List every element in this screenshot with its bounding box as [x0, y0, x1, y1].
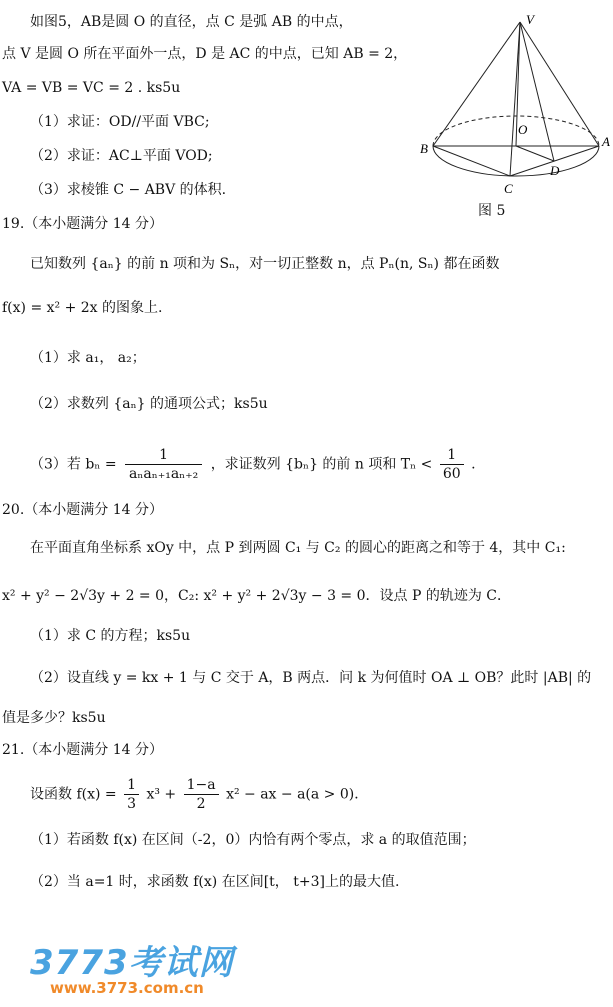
p19-q1: （1）求 a₁， a₂；	[30, 350, 146, 366]
p20-heading: 20.（本小题满分 14 分）	[2, 502, 163, 518]
p21-frac1-den: 3	[127, 796, 137, 812]
figure-caption: 图 5	[478, 203, 506, 219]
p21-heading: 21.（本小题满分 14 分）	[2, 742, 163, 758]
label-c: C	[504, 181, 513, 196]
p18-q2: （2）求证：AC⊥平面 VOD;	[30, 148, 213, 164]
p21-line1-end: x² − ax − a(a > 0)．	[226, 786, 369, 803]
p19-q3-bound-fraction	[440, 446, 464, 483]
p19-q3-mid: ，求证数列 {bₙ} 的前 n 项和 Tₙ <	[210, 456, 433, 473]
p18-q3: （3）求棱锥 C − ABV 的体积.	[30, 182, 227, 198]
p21-frac1-num: 1	[124, 776, 139, 795]
edge-vd	[520, 22, 554, 161]
p19-q3-end: .	[471, 456, 476, 473]
edge-vb	[433, 22, 520, 146]
p20-q1: （1）求 C 的方程；ks5u	[30, 628, 191, 644]
p19-heading: 19.（本小题满分 14 分）	[2, 216, 163, 232]
p19-line1: 已知数列 {aₙ} 的前 n 项和为 Sₙ，对一切正整数 n，点 Pₙ(n, Sₙ) 都在函数	[30, 256, 500, 272]
label-b: B	[420, 141, 428, 156]
p19-q2: （2）求数列 {aₙ} 的通项公式；ks5u	[30, 396, 268, 412]
p21-line1	[30, 776, 368, 813]
p19-line2: f(x) = x² + 2x 的图象上.	[2, 300, 163, 316]
p21-q2: （2）当 a=1 时，求函数 f(x) 在区间[t， t+3]上的最大值.	[30, 874, 400, 890]
p19-q3	[30, 446, 476, 483]
p18-line3: VA = VB = VC = 2 . ks5u	[2, 80, 181, 96]
watermark-logo-text: 3773考试网	[30, 943, 234, 983]
pyramid-figure	[418, 8, 613, 223]
p21-line1-pre: 设函数 f(x) =	[30, 786, 117, 803]
p21-fraction-1	[124, 776, 139, 813]
p19-q3-denominator: aₙaₙ₊₁aₙ₊₂	[129, 466, 199, 482]
p19-q3-numerator: 1	[125, 446, 202, 465]
p19-q3-bound-num: 1	[440, 446, 464, 465]
p20-q2: （2）设直线 y = kx + 1 与 C 交于 A，B 两点．问 k 为何值时 OA ⊥ OB？此时 |AB| 的	[30, 670, 592, 686]
label-v: V	[526, 12, 534, 27]
label-a: A	[602, 134, 610, 149]
p21-frac2-den: 2	[196, 796, 206, 812]
p21-q1: （1）若函数 f(x) 在区间（-2，0）内恰有两个零点，求 a 的取值范围；	[30, 832, 476, 848]
p21-fraction-2	[184, 776, 219, 813]
p18-q1: （1）求证：OD//平面 VBC;	[30, 114, 210, 130]
p21-frac2-num: 1−a	[184, 776, 219, 795]
watermark-url: www.3773.com.cn	[50, 979, 204, 997]
p21-line1-mid: x³ +	[146, 786, 177, 803]
p20-line2: x² + y² − 2√3y + 2 = 0，C₂: x² + y² + 2√3y − 3 = 0．设点 P 的轨迹为 C．	[2, 588, 511, 604]
edge-va	[520, 22, 599, 146]
watermark-logo	[30, 935, 250, 1005]
label-d: D	[550, 163, 560, 178]
p19-q3-pre: （3）若 bₙ =	[30, 456, 117, 473]
p18-line1: 如图5，AB是圆 O 的直径，点 C 是弧 AB 的中点，	[30, 14, 353, 30]
edge-vc	[510, 22, 520, 176]
segment-od	[516, 146, 554, 161]
p19-q3-bound-den: 60	[442, 466, 461, 482]
p20-line1: 在平面直角坐标系 xOy 中，点 P 到两圆 C₁ 与 C₂ 的圆心的距离之和等于 4，其中 C₁:	[30, 540, 566, 556]
label-o: O	[518, 122, 528, 137]
p18-line2: 点 V 是圆 O 所在平面外一点，D 是 AC 的中点，已知 AB = 2，	[2, 46, 408, 62]
p20-q2-cont: 值是多少？ks5u	[2, 710, 106, 726]
p19-q3-fraction	[125, 446, 202, 483]
